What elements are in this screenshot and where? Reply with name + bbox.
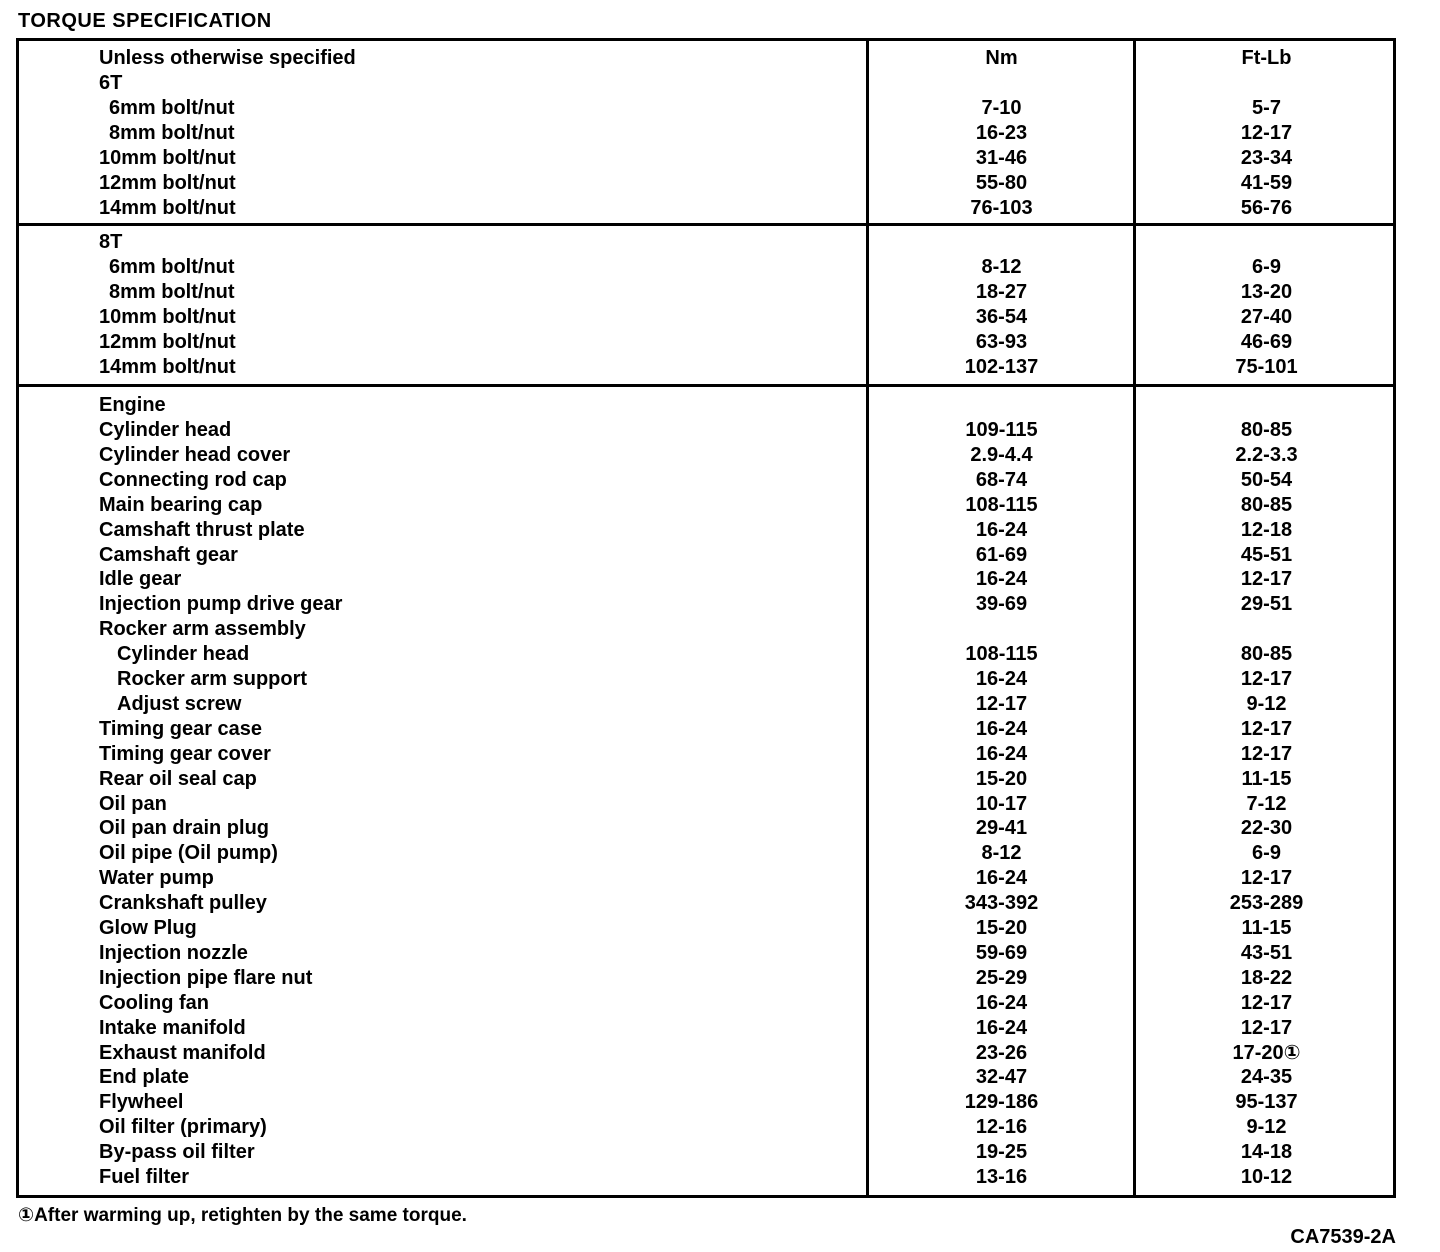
table-row: [19, 816, 1393, 841]
row-label: 6mm bolt/nut: [109, 256, 235, 278]
row-ftlb: 7-12: [1246, 792, 1287, 815]
row-ftlb: 2.2-3.3: [1235, 443, 1298, 466]
row-nm: 16-24: [975, 991, 1028, 1014]
row-nm: 59-69: [975, 941, 1028, 964]
row-label: Cylinder head cover: [99, 443, 291, 466]
reference-code: CA7539-2A: [1290, 1226, 1396, 1248]
row-label: Main bearing cap: [99, 493, 263, 516]
table-row: [19, 280, 1393, 305]
table-row: [19, 255, 1393, 280]
row-nm: 25-29: [975, 966, 1028, 989]
table-row: [19, 941, 1393, 966]
row-label: Injection pump drive gear: [99, 593, 343, 616]
row-label: 14mm bolt/nut: [99, 356, 236, 378]
row-label: Timing gear cover: [99, 742, 271, 765]
table-row: [19, 891, 1393, 916]
row-label: Rocker arm assembly: [99, 618, 306, 641]
row-label: Cooling fan: [99, 991, 209, 1014]
row-ftlb: 11-15: [1241, 767, 1292, 790]
row-ftlb: 9-12: [1246, 692, 1287, 715]
table-row: [19, 96, 1393, 121]
table-row: [19, 866, 1393, 891]
row-ftlb: 80-85: [1240, 643, 1293, 666]
section-heading-row: [19, 71, 1393, 96]
table-row: [19, 330, 1393, 355]
row-nm: 15-20: [975, 767, 1028, 790]
row-label: Crankshaft pulley: [99, 892, 267, 915]
section-heading: Engine: [99, 394, 166, 416]
row-nm: 63-93: [975, 331, 1028, 353]
row-nm: 108-115: [965, 643, 1038, 666]
row-nm: 18-27: [975, 281, 1028, 303]
table-row: [19, 916, 1393, 941]
row-ftlb: 50-54: [1240, 468, 1293, 491]
table-row: [19, 1065, 1393, 1090]
row-ftlb: 43-51: [1240, 941, 1293, 964]
row-label: Flywheel: [99, 1091, 184, 1114]
row-nm: 32-47: [975, 1066, 1028, 1089]
table-row: [19, 518, 1393, 543]
row-ftlb: 95-137: [1235, 1091, 1298, 1114]
row-nm: 7-10: [981, 97, 1022, 119]
table-row: [19, 567, 1393, 592]
table-row: [19, 617, 1393, 642]
row-label: 10mm bolt/nut: [99, 306, 236, 328]
row-ftlb: 23-34: [1240, 147, 1293, 169]
torque-spec-table: [16, 38, 1396, 1198]
table-row: [19, 966, 1393, 991]
row-label: Cylinder head: [99, 419, 232, 441]
row-label: Camshaft gear: [99, 543, 238, 566]
table-row: [19, 355, 1393, 380]
footnote: ①After warming up, retighten by the same torque.: [18, 1205, 467, 1226]
row-label: Cylinder head: [117, 643, 250, 666]
row-ftlb: 12-17: [1240, 1016, 1293, 1039]
table-row: [19, 468, 1393, 493]
row-nm: 76-103: [970, 197, 1033, 219]
header-row: [19, 46, 1393, 71]
row-nm: 23-26: [975, 1041, 1028, 1064]
row-ftlb: 24-35: [1240, 1066, 1293, 1089]
table-row: [19, 1140, 1393, 1165]
row-label: 12mm bolt/nut: [99, 331, 236, 353]
row-ftlb: 12-17: [1240, 568, 1293, 591]
row-ftlb: 27-40: [1240, 306, 1293, 328]
row-nm: 8-12: [981, 256, 1022, 278]
row-label: 10mm bolt/nut: [99, 147, 236, 169]
table-row: [19, 742, 1393, 767]
row-label: Timing gear case: [99, 717, 263, 740]
row-nm: 16-23: [975, 122, 1028, 144]
row-nm: 68-74: [975, 468, 1028, 491]
header-ftlb: Ft-Lb: [1241, 47, 1292, 69]
row-label: Water pump: [99, 867, 214, 890]
row-ftlb: 17-20①: [1232, 1041, 1301, 1064]
row-label: Fuel filter: [99, 1166, 190, 1188]
row-ftlb: 46-69: [1240, 331, 1293, 353]
row-ftlb: 12-17: [1240, 122, 1293, 144]
table-row: [19, 1090, 1393, 1115]
row-nm: 129-186: [964, 1091, 1039, 1114]
row-nm: 36-54: [975, 306, 1028, 328]
row-label: Idle gear: [99, 568, 182, 591]
table-row: [19, 1016, 1393, 1041]
header-description: Unless otherwise specified: [99, 47, 356, 69]
row-nm: 16-24: [975, 867, 1028, 890]
row-label: 6mm bolt/nut: [109, 97, 235, 119]
row-ftlb: 12-17: [1240, 668, 1293, 690]
table-row: [19, 1115, 1393, 1140]
row-ftlb: 12-17: [1240, 867, 1293, 890]
table-row: [19, 1041, 1393, 1066]
table-row: [19, 841, 1393, 866]
row-nm: 109-115: [965, 419, 1038, 441]
section-heading-row: [19, 230, 1393, 255]
row-nm: 39-69: [975, 593, 1028, 616]
table-row: [19, 196, 1393, 221]
page-title: TORQUE SPECIFICATION: [18, 10, 272, 32]
header-nm: Nm: [985, 47, 1018, 69]
row-nm: 13-16: [975, 1166, 1028, 1188]
row-nm: 10-17: [975, 792, 1028, 815]
row-nm: 16-24: [975, 668, 1028, 690]
row-label: Oil pipe (Oil pump): [99, 842, 278, 865]
row-nm: 12-16: [975, 1116, 1028, 1139]
table-row: [19, 146, 1393, 171]
row-label: Rocker arm support: [117, 668, 308, 690]
row-nm: 16-24: [975, 717, 1028, 740]
row-nm: 8-12: [981, 842, 1022, 865]
row-nm: 343-392: [964, 892, 1039, 915]
table-row: [19, 767, 1393, 792]
table-row: [19, 667, 1393, 692]
table-row: [19, 592, 1393, 617]
row-ftlb: 12-17: [1240, 742, 1293, 765]
table-row: [19, 493, 1393, 518]
row-ftlb: 13-20: [1240, 281, 1293, 303]
table-row: [19, 792, 1393, 817]
table-row: [19, 991, 1393, 1016]
row-label: Oil pan: [99, 792, 167, 815]
row-label: Glow Plug: [99, 917, 197, 939]
table-row: [19, 305, 1393, 330]
row-label: Oil pan drain plug: [99, 817, 269, 840]
row-nm: 61-69: [975, 543, 1028, 566]
row-nm: 108-115: [965, 493, 1038, 516]
row-nm: 15-20: [975, 917, 1028, 939]
section-engine: [19, 387, 1393, 1195]
table-row: [19, 121, 1393, 146]
row-label: Injection pipe flare nut: [99, 966, 313, 989]
table-row: [19, 443, 1393, 468]
row-ftlb: 80-85: [1240, 419, 1293, 441]
section-8t: [19, 226, 1393, 387]
row-label: 12mm bolt/nut: [99, 172, 236, 194]
section-heading: 6T: [99, 72, 123, 94]
section-6t: [19, 41, 1393, 226]
row-label: 14mm bolt/nut: [99, 197, 236, 219]
row-nm: 16-24: [975, 518, 1028, 541]
row-ftlb: 22-30: [1240, 817, 1293, 840]
row-ftlb: 80-85: [1240, 493, 1293, 516]
row-label: Rear oil seal cap: [99, 767, 257, 790]
table-row: [19, 543, 1393, 568]
row-label: Camshaft thrust plate: [99, 518, 305, 541]
row-nm: 16-24: [975, 568, 1028, 591]
row-ftlb: 41-59: [1240, 172, 1293, 194]
row-ftlb: 56-76: [1240, 197, 1293, 219]
row-ftlb: 12-17: [1240, 717, 1293, 740]
row-nm: 16-24: [975, 742, 1028, 765]
row-ftlb: 75-101: [1235, 356, 1298, 378]
row-ftlb: 14-18: [1240, 1141, 1293, 1164]
section-heading: 8T: [99, 231, 123, 253]
row-nm: 102-137: [964, 356, 1039, 378]
row-ftlb: 253-289: [1229, 892, 1304, 915]
row-ftlb: 18-22: [1240, 966, 1293, 989]
row-label: Injection nozzle: [99, 941, 248, 964]
row-label: 8mm bolt/nut: [109, 281, 235, 303]
row-nm: 16-24: [975, 1016, 1028, 1039]
table-row: [19, 418, 1393, 443]
section-heading-row: [19, 393, 1393, 418]
row-nm: 2.9-4.4: [970, 443, 1033, 466]
row-label: Exhaust manifold: [99, 1041, 266, 1064]
row-nm: 12-17: [975, 692, 1028, 715]
row-label: Connecting rod cap: [99, 468, 287, 491]
table-row: [19, 692, 1393, 717]
row-ftlb: 9-12: [1246, 1116, 1287, 1139]
row-ftlb: 5-7: [1252, 97, 1281, 119]
row-ftlb: 6-9: [1252, 256, 1281, 278]
row-ftlb: 6-9: [1252, 842, 1281, 865]
row-ftlb: 29-51: [1240, 593, 1293, 616]
row-label: By-pass oil filter: [99, 1141, 255, 1164]
row-nm: 55-80: [975, 172, 1028, 194]
row-label: End plate: [99, 1066, 190, 1089]
row-ftlb: 10-12: [1240, 1166, 1293, 1188]
row-ftlb: 45-51: [1240, 543, 1293, 566]
row-ftlb: 12-17: [1240, 991, 1293, 1014]
row-ftlb: 12-18: [1240, 518, 1293, 541]
table-row: [19, 642, 1393, 667]
table-row: [19, 171, 1393, 196]
table-row: [19, 1165, 1393, 1190]
row-nm: 31-46: [975, 147, 1028, 169]
row-label: Intake manifold: [99, 1016, 246, 1039]
row-label: Adjust screw: [117, 692, 242, 715]
row-nm: 29-41: [975, 817, 1028, 840]
row-nm: 19-25: [975, 1141, 1028, 1164]
table-row: [19, 717, 1393, 742]
row-label: Oil filter (primary): [99, 1116, 267, 1139]
row-ftlb: 11-15: [1241, 917, 1292, 939]
row-label: 8mm bolt/nut: [109, 122, 235, 144]
